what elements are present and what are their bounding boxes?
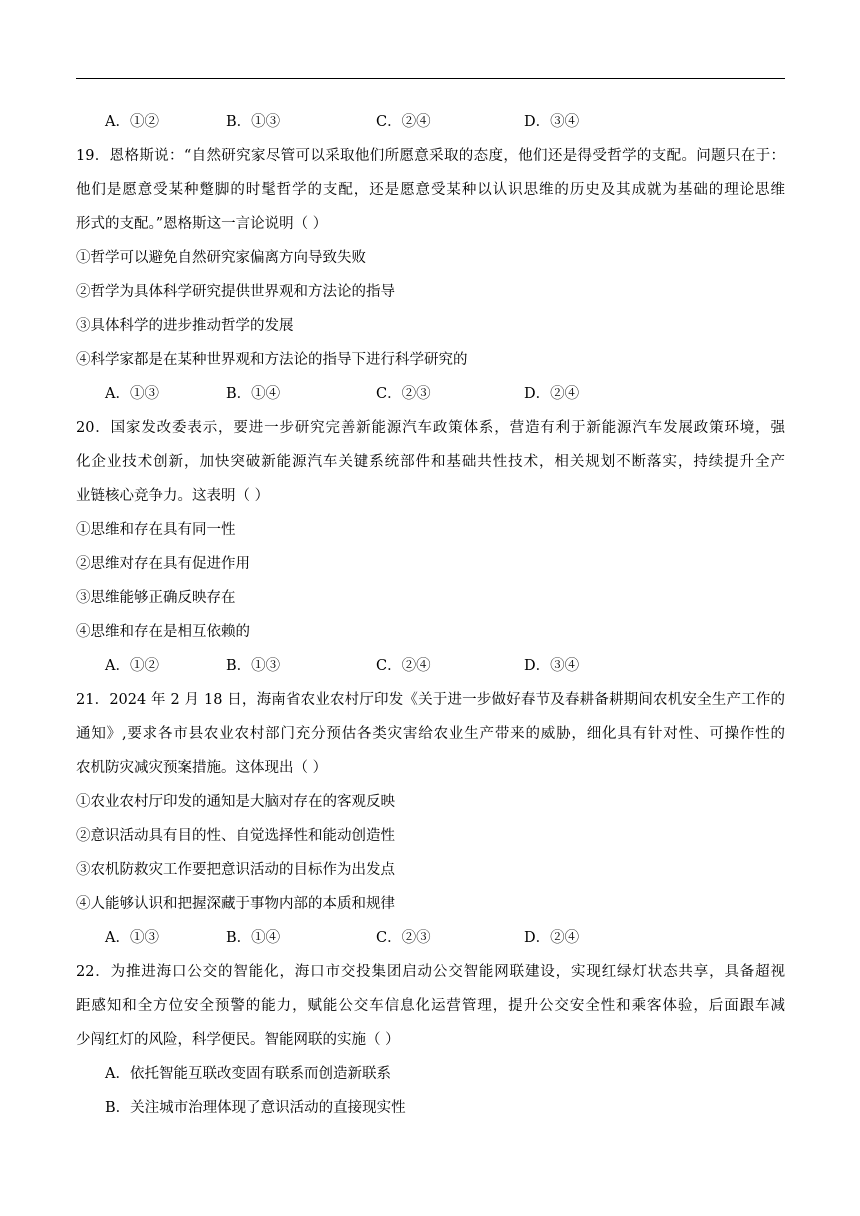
q22-stem-line-2: 距感知和全方位安全预警的能力，赋能公交车信息化运营管理，提升公交安全性和乘客体验，后面跟车减 bbox=[76, 998, 785, 1014]
q19-item-2: ②哲学为具体科学研究提供世界观和方法论的指导 bbox=[76, 284, 395, 300]
q21-item-2: ②意识活动具有目的性、自觉选择性和能动创造性 bbox=[76, 828, 395, 844]
q18-option-d[interactable]: D．③④ bbox=[524, 114, 580, 130]
q20-stem-line-2: 化企业技术创新，加快突破新能源汽车关键系统部件和基础共性技术，相关规划不断落实，持续提升全产 bbox=[76, 454, 785, 470]
q19-item-1: ①哲学可以避免自然研究家偏离方向导致失败 bbox=[76, 250, 366, 266]
q21-option-b[interactable]: B．①④ bbox=[226, 930, 281, 946]
q19-stem-line-1: 19．恩格斯说：“自然研究家尽管可以采取他们所愿意采取的态度，他们还是得受哲学的支配。问题只在于： bbox=[76, 148, 785, 164]
question-22 bbox=[76, 959, 785, 1129]
q22-option-b[interactable]: B．关注城市治理体现了意识活动的直接现实性 bbox=[105, 1100, 406, 1116]
q21-stem-line-1: 21．2024 年 2 月 18 日，海南省农业农村厅印发《关于进一步做好春节及春耕备耕期间农机安全生产工作的 bbox=[76, 692, 785, 708]
q18-option-c[interactable]: C．②④ bbox=[376, 114, 431, 130]
q19-stem-line-3: 形式的支配。”恩格斯这一言论说明（ ） bbox=[76, 216, 328, 232]
q20-item-2: ②思维对存在具有促进作用 bbox=[76, 556, 250, 572]
q21-options bbox=[76, 925, 785, 959]
q18-options bbox=[76, 109, 785, 143]
q22-stem-line-3: 少闯红灯的风险，科学便民。智能网联的实施（ ） bbox=[76, 1032, 400, 1048]
q20-item-1: ①思维和存在具有同一性 bbox=[76, 522, 236, 538]
q19-stem-line-2: 他们是愿意受某种蹩脚的时髦哲学的支配，还是愿意受某种以认识思维的历史及其成就为基础的理论思维 bbox=[76, 182, 785, 198]
q20-option-d[interactable]: D．③④ bbox=[524, 658, 580, 674]
q20-item-3: ③思维能够正确反映存在 bbox=[76, 590, 236, 606]
q22-option-a[interactable]: A．依托智能互联改变固有联系而创造新联系 bbox=[105, 1066, 391, 1082]
q21-option-d[interactable]: D．②④ bbox=[524, 930, 580, 946]
q19-options bbox=[76, 381, 785, 415]
q20-option-c[interactable]: C．②④ bbox=[376, 658, 431, 674]
question-20 bbox=[76, 415, 785, 687]
q20-stem-line-3: 业链核心竞争力。这表明（ ） bbox=[76, 488, 270, 504]
q21-item-3: ③农机防救灾工作要把意识活动的目标作为出发点 bbox=[76, 862, 395, 878]
question-21 bbox=[76, 687, 785, 959]
q21-stem-line-2: 通知》,要求各市县农业农村部门充分预估各类灾害给农业生产带来的威胁，细化具有针对性、可操作性的 bbox=[76, 726, 785, 742]
q19-option-b[interactable]: B．①④ bbox=[226, 386, 281, 402]
q21-stem-line-3: 农机防灾减灾预案措施。这体现出（ ） bbox=[76, 760, 328, 776]
q19-option-c[interactable]: C．②③ bbox=[376, 386, 431, 402]
q20-options bbox=[76, 653, 785, 687]
q22-stem-line-1: 22．为推进海口公交的智能化，海口市交投集团启动公交智能网联建设，实现红绿灯状态共享，具备超视 bbox=[76, 964, 785, 980]
q20-option-b[interactable]: B．①③ bbox=[226, 658, 281, 674]
q20-item-4: ④思维和存在是相互依赖的 bbox=[76, 624, 250, 640]
q19-option-d[interactable]: D．②④ bbox=[524, 386, 580, 402]
exam-page bbox=[76, 109, 785, 1129]
question-19 bbox=[76, 143, 785, 415]
q19-item-4: ④科学家都是在某种世界观和方法论的指导下进行科学研究的 bbox=[76, 352, 468, 368]
q21-item-4: ④人能够认识和把握深藏于事物内部的本质和规律 bbox=[76, 896, 395, 912]
q20-stem-line-1: 20．国家发改委表示，要进一步研究完善新能源汽车政策体系，营造有利于新能源汽车发展政策环境，强 bbox=[76, 420, 785, 436]
q21-item-1: ①农业农村厅印发的通知是大脑对存在的客观反映 bbox=[76, 794, 395, 810]
q21-option-a[interactable]: A．①③ bbox=[105, 930, 159, 946]
q20-option-a[interactable]: A．①② bbox=[105, 658, 159, 674]
q19-item-3: ③具体科学的进步推动哲学的发展 bbox=[76, 318, 294, 334]
q21-option-c[interactable]: C．②③ bbox=[376, 930, 431, 946]
q19-option-a[interactable]: A．①③ bbox=[105, 386, 159, 402]
q18-option-a[interactable]: A．①② bbox=[105, 114, 159, 130]
q18-option-b[interactable]: B．①③ bbox=[226, 114, 281, 130]
header-rule bbox=[76, 78, 785, 79]
